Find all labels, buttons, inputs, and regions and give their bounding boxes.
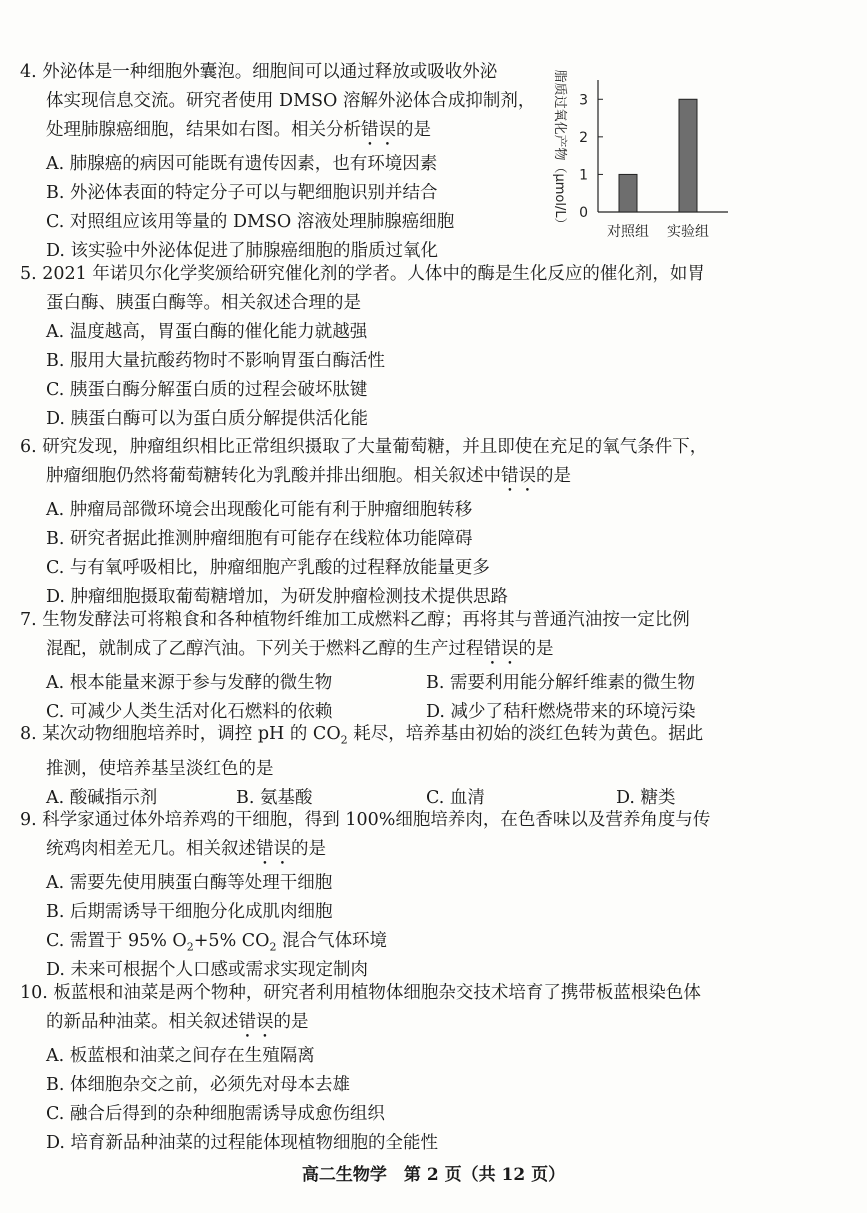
y-tick-label: 1 — [579, 167, 588, 184]
option-a[interactable]: A. 肿瘤局部微环境会出现酸化可能有利于肿瘤细胞转移 — [46, 500, 473, 520]
option-a[interactable]: A. 板蓝根和油菜之间存在生殖隔离 — [46, 1046, 315, 1066]
option-d[interactable]: D. 肿瘤细胞摄取葡萄糖增加，为研发肿瘤检测技术提供思路 — [46, 587, 509, 607]
question-8: 8. 某次动物细胞培养时，调控 pH 的 $CO_2$ 耗尽，培养基由初始的淡红色转为黄色。据此 推测，使培养基呈淡红色的是 A. 酸碱指示剂 B. 氨基酸 C. 血清 D. 糖类 — [20, 720, 740, 813]
question-10: 10. 板蓝根和油菜是两个物种，研究者利用植物体细胞杂交技术培育了携带板蓝根染色体 的新品种油菜。相关叙述错误的是 A. 板蓝根和油菜之间存在生殖隔离 B. 体细胞杂交之前，必须先对母本去雄 C. 融合后得到的杂种细胞需诱导成愈伤组织 D. 培育新品种油菜的过程能体现植物细胞的全能性 — [20, 979, 740, 1158]
question-9-stem: 9. 科学家通过体外培养鸡的干细胞，得到 100%细胞培养肉，在色香味以及营养角度与传 — [20, 810, 711, 830]
option-a[interactable]: A. 根本能量来源于参与发酵的微生物 — [46, 673, 333, 693]
y-tick-label: 3 — [579, 92, 588, 109]
option-c[interactable]: C. 对照组应该用等量的 DMSO 溶液处理肺腺癌细胞 — [46, 212, 455, 232]
option-b[interactable]: B. 氨基酸 — [236, 787, 313, 808]
question-5: 5. 2021 年诺贝尔化学奖颁给研究催化剂的学者。人体中的酶是生化反应的催化剂，如胃 蛋白酶、胰蛋白酶等。相关叙述合理的是 A. 温度越高，胃蛋白酶的催化能力就越强 B. 服用大量抗酸药物时不影响胃蛋白酶活性 C. 胰蛋白酶分解蛋白质的过程会破坏肽键 D. 胰蛋白酶可以为蛋白质分解提供活化能 — [20, 260, 740, 434]
option-d[interactable]: D. 减少了秸秆燃烧带来的环境污染 — [426, 702, 696, 722]
emphasis-text: 错误 — [483, 639, 519, 659]
question-7-stem: 7. 生物发酵法可将粮食和各种植物纤维加工成燃料乙醇；再将其与普通汽油按一定比例 — [20, 610, 690, 630]
option-c[interactable]: C. 可减少人类生活对化石燃料的依赖 — [46, 702, 333, 722]
option-c[interactable]: C. 融合后得到的杂种细胞需诱导成愈伤组织 — [46, 1104, 385, 1124]
bar-chart — [540, 58, 740, 248]
emphasis-text: 错误 — [501, 466, 536, 486]
stem-text: 处理肺腺癌细胞，结果如右图。相关分析错误的是 — [46, 120, 431, 140]
option-d[interactable]: D. 胰蛋白酶可以为蛋白质分解提供活化能 — [46, 409, 369, 429]
option-b[interactable]: B. 服用大量抗酸药物时不影响胃蛋白酶活性 — [46, 351, 385, 371]
question-8-stem: 8. 某次动物细胞培养时，调控 pH 的 $CO_2$ 耗尽，培养基由初始的淡红色转为黄色。据此 — [20, 724, 704, 747]
option-d[interactable]: D. 该实验中外泌体促进了肺腺癌细胞的脂质过氧化 — [46, 241, 439, 261]
question-number: 4. — [20, 62, 37, 82]
question-6: 6. 研究发现，肿瘤组织相比正常组织摄取了大量葡萄糖，并且即使在充足的氧气条件下， 肿瘤细胞仍然将葡萄糖转化为乳酸并排出细胞。相关叙述中错误的是 A. 肿瘤局部微环境会出现酸化可能有利于肿瘤细胞转移 B. 研究者据此推测肿瘤细胞有可能存在线粒体功能障碍 C. 与有氧呼吸相比，肿瘤细胞产乳酸的过程释放能量更多 D. 肿瘤细胞摄取葡萄糖增加，为研发肿瘤检测技术提供思路 — [20, 433, 740, 612]
option-b[interactable]: B. 后期需诱导干细胞分化成肌肉细胞 — [46, 902, 333, 922]
question-9: 9. 科学家通过体外培养鸡的干细胞，得到 100%细胞培养肉，在色香味以及营养角度与传 统鸡肉相差无几。相关叙述错误的是 A. 需要先使用胰蛋白酶等处理干细胞 B. 后期需诱导干细胞分化成肌肉细胞 C. 需置于 95% $O_2+5\%$ $CO_2$ 混合气体环境 D. 未来可根据个人口感或需求实现定制肉 — [20, 806, 740, 985]
stem-text: 外泌体是一种细胞外囊泡。细胞间可以通过释放或吸收外泌 — [42, 62, 498, 82]
question-7: 7. 生物发酵法可将粮食和各种植物纤维加工成燃料乙醇；再将其与普通汽油按一定比例 混配，就制成了乙醇汽油。下列关于燃料乙醇的生产过程错误的是 A. 根本能量来源于参与发酵的微生物 B. 需要利用能分解纤维素的微生物 C. 可减少人类生活对化石燃料的依赖 D. 减少了秸秆燃烧带来的环境污染 — [20, 606, 740, 727]
bar — [619, 174, 637, 212]
option-b[interactable]: B. 研究者据此推测肿瘤细胞有可能存在线粒体功能障碍 — [46, 529, 473, 549]
option-a[interactable]: A. 酸碱指示剂 — [46, 787, 158, 808]
y-tick-label: 2 — [579, 129, 588, 146]
x-tick-label: 对照组 — [607, 224, 649, 240]
option-d[interactable]: D. 培育新品种油菜的过程能体现植物细胞的全能性 — [46, 1133, 439, 1153]
option-c[interactable]: C. 需置于 95% $O_2+5\%$ $CO_2$ 混合气体环境 — [46, 931, 388, 954]
option-a[interactable]: A. 温度越高，胃蛋白酶的催化能力就越强 — [46, 322, 368, 342]
option-a[interactable]: A. 需要先使用胰蛋白酶等处理干细胞 — [46, 873, 333, 893]
page-footer: 高二生物学 第 2 页（共 12 页） — [301, 1165, 566, 1185]
emphasis-text: 错误 — [238, 1012, 274, 1032]
option-c[interactable]: C. 胰蛋白酶分解蛋白质的过程会破坏肽键 — [46, 380, 368, 400]
bar — [679, 99, 697, 212]
emphasis-text: 错误 — [256, 839, 291, 859]
option-b[interactable]: B. 体细胞杂交之前，必须先对母本去雄 — [46, 1075, 350, 1095]
option-d[interactable]: D. 糖类 — [616, 787, 676, 808]
y-axis-label: 脂质过氧化产物（μmol/L） — [552, 69, 567, 231]
option-d[interactable]: D. 未来可根据个人口感或需求实现定制肉 — [46, 960, 369, 980]
question-4 — [20, 58, 540, 266]
y-tick-label: 0 — [579, 205, 588, 221]
option-b[interactable]: B. 外泌体表面的特定分子可以与靶细胞识别并结合 — [46, 183, 438, 203]
emphasis-text: 错误 — [361, 120, 396, 140]
option-c[interactable]: C. 与有氧呼吸相比，肿瘤细胞产乳酸的过程释放能量更多 — [46, 558, 490, 578]
question-5-stem: 5. 2021 年诺贝尔化学奖颁给研究催化剂的学者。人体中的酶是生化反应的催化剂，如胃 — [20, 264, 705, 284]
question-4-stem — [20, 58, 540, 87]
option-a[interactable]: A. 肺腺癌的病因可能既有遗传因素，也有环境因素 — [46, 154, 438, 174]
option-c[interactable]: C. 血清 — [426, 787, 485, 808]
option-b[interactable]: B. 需要利用能分解纤维素的微生物 — [426, 673, 695, 693]
x-tick-label: 实验组 — [667, 224, 709, 240]
stem-text: 体实现信息交流。研究者使用 DMSO 溶解外泌体合成抑制剂， — [46, 91, 536, 111]
question-6-stem: 6. 研究发现，肿瘤组织相比正常组织摄取了大量葡萄糖，并且即使在充足的氧气条件下， — [20, 437, 708, 457]
question-10-stem: 10. 板蓝根和油菜是两个物种，研究者利用植物体细胞杂交技术培育了携带板蓝根染色体 — [20, 983, 701, 1003]
